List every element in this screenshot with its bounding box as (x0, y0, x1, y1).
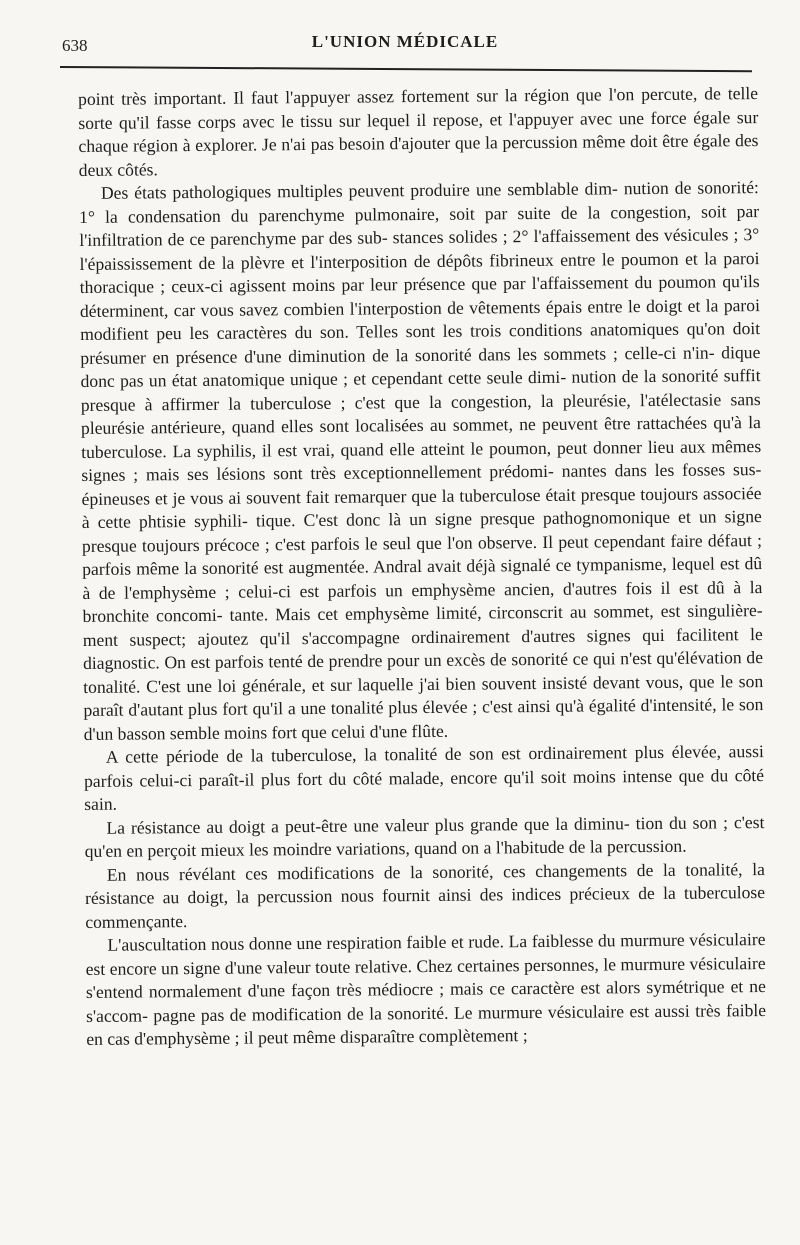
paragraph: En nous révélant ces modifications de la sonorité, ces changements de la tonalité, la résistance au doigt, la percussion nous fournit ainsi des indices précieux de la tuberculose commençante. (84, 858, 766, 932)
paragraph: La résistance au doigt a peut-être une valeur plus grande que la diminu- tion du son ; c'est qu'en en perçoit mieux les moindre variations, quand on a l'habitude de la percussion. (84, 811, 765, 861)
running-header (60, 30, 750, 70)
page-number: 638 (62, 36, 88, 55)
paragraph: Des états pathologiques multiples peuvent produire une semblable dim- nution de sonorité: 1° la condensation du parenchyme pulmonaire, soit par suite de la congestion, soit par l'infiltration de ce parenchyme par des sub- stances solides ; 2° l'affaissement des vésicules ; 3° l'épaississement de la plèvre et l'interposition de dépôts fibrineux entre le poumon et la paroi thoracique ; ceux-ci agissent moins par leur présence que par l'affaissement du poumon qu'ils déterminent, car vous savez combien l'interpostion de vêtements épais entre le doigt et la paroi modifient peu les caractères du son. Telles sont les trois conditions anatomiques qu'on doit présumer en présence d'une diminution de la sonorité dans les sommets ; celle-ci n'in- dique donc pas un état anatomique unique ; et cependant cette seule dimi- nution de la sonorité suffit presque à affirmer la tuberculose ; c'est que la congestion, la pleurésie, l'atélectasie sans pleurésie antérieure, quand elles sont localisées au sommet, ne peuvent être rattachées qu'à la tuberculose. La syphilis, il est vrai, quand elle atteint le poumon, peut donner lieu aux mêmes signes ; mais ses lésions sont très exceptionnellement prédomi- nantes dans les fosses sus-épineuses et je vous ai souvent fait remarquer que la tuberculose était presque toujours associée à cette phtisie syphili- tique. C'est donc là un signe presque pathognomonique et un signe presque toujours précoce ; c'est parfois le seul que l'on observe. Il peut cependant faire défaut ; parfois même la sonorité est augmentée. Andral avait déjà signalé ce tympanisme, lequel est dû à de l'emphysème ; celui-ci est parfois un emphysème ancien, d'autres fois il est dû à la bronchite concomi- tante. Mais cet emphysème limité, circonscrit au sommet, est singulière- ment suspect; ajoutez qu'il s'accompagne ordinairement d'autres signes qui facilitent le diagnostic. On est parfois tenté de prendre pour un excès de sonorité ce qui n'est qu'élévation de tonalité. C'est une loi générale, et sur laquelle j'ai bien souvent insisté devant vous, que le son paraît d'autant plus fort qu'il a une tonalité plus élevée ; c'est ainsi qu'à égalité d'intensité, le son d'un basson semble moins fort que celui d'une flûte. (79, 177, 764, 744)
journal-title: L'UNION MÉDICALE (311, 32, 499, 51)
paragraph: A cette période de la tuberculose, la tonalité de son est ordinairement plus élevée, aussi parfois celui-ci paraît-il plus fort du côté malade, encore qu'il soit moins intense que du côté sain. (83, 741, 765, 814)
paragraph: point très important. Il faut l'appuyer assez fortement sur la région que l'on percute, de telle sorte qu'il fasse corps avec le tissu sur lequel il repose, et l'appuyer avec une force égale sur chaque région à explorer. Je n'ai pas besoin d'ajouter que la percussion même doit être égale des deux côtés. (78, 83, 759, 180)
paragraph: L'auscultation nous donne une respiration faible et rude. La faiblesse du murmure vésiculaire est encore un signe d'une valeur toute relative. Chez certaines personnes, le murmure vésiculaire s'entend normalement d'une façon très médiocre ; mais ce caractère est alors symétrique et ne s'accom- pagne pas de modification de la sonorité. Le murmure vésiculaire est aussi très faible en cas d'emphysème ; il peut même disparaître complètement ; (85, 929, 767, 1049)
article-body (78, 82, 766, 1051)
